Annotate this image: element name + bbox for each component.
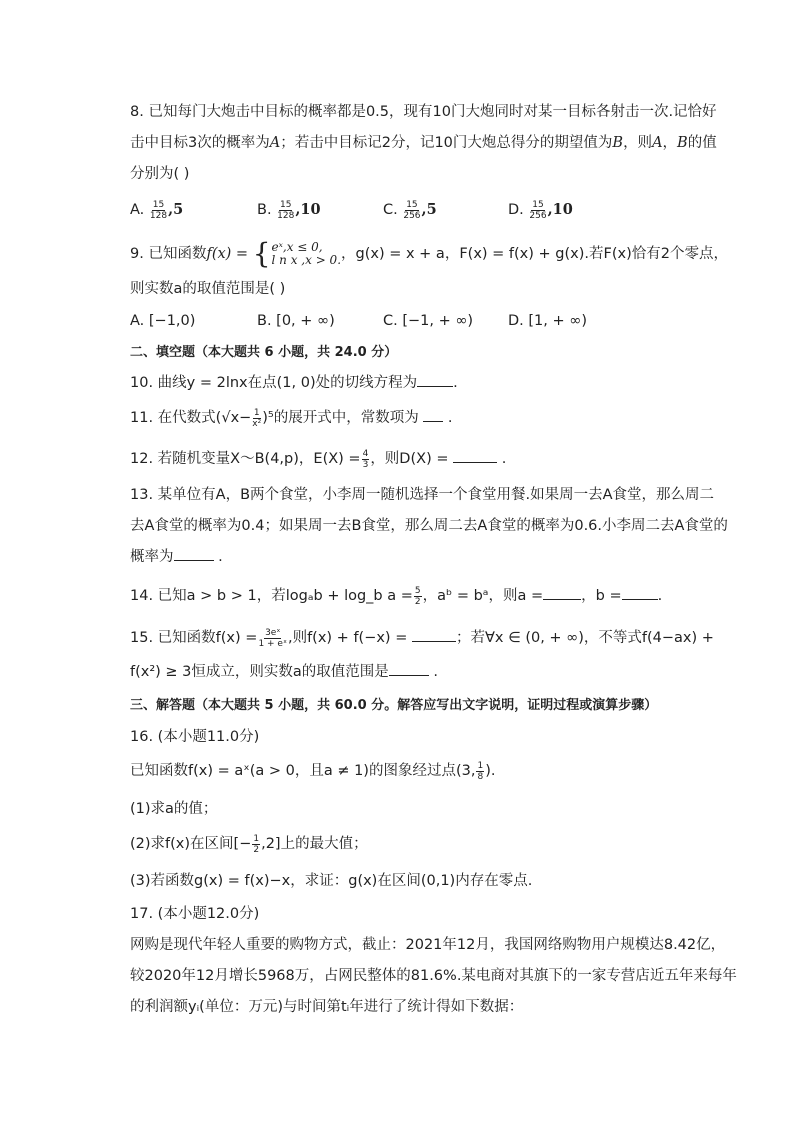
q15-line1: 15. 已知函数f(x) = $\frac{\text{3eˣ}}{\text{1 + eˣ}}$ ,则f(x) + f(−x) = ；若∀x ∈ (0, + ∞)，不等式f(4−ax) + [130, 627, 714, 649]
q15-line2: f(x²) ≥ 3恒成立，则实数a的取值范围是 . [130, 661, 714, 683]
q17-heading: 17. (本小题12.0分) [130, 906, 260, 922]
q8-option-a[interactable]: A. $\frac{15}{128}$ ,5 [130, 199, 184, 221]
q8-option-b[interactable]: B. $\frac{15}{128}$ ,10 [257, 199, 321, 221]
answer-blank[interactable] [417, 372, 453, 387]
q17-line1: 网购是现代年轻人重要的购物方式，截止：2021年12月，我国网络购物用户规模达8.42亿， [130, 937, 726, 953]
q16-part1: (1)求a的值； [130, 801, 218, 817]
section-3-heading: 三、解答题（本大题共 5 小题，共 60.0 分。解答应写出文字说明，证明过程或演算步骤） [130, 698, 658, 713]
q9-option-b[interactable]: B. [0, + ∞) [257, 313, 335, 329]
q13-line3: 概率为 . [130, 546, 714, 568]
q13-line2: 去A食堂的概率为0.4；如果周一去B食堂，那么周二去A食堂的概率为0.6.小李周二去A食堂的 [130, 518, 728, 534]
answer-blank[interactable] [423, 407, 443, 422]
q8-line3: 分别为( ) [130, 166, 190, 182]
q9-line2: 则实数a的取值范围是( ) [130, 281, 286, 297]
answer-blank[interactable] [412, 627, 456, 642]
answer-blank[interactable] [453, 448, 497, 463]
q12: 12. 若随机变量X～B(4,p)，E(X) = $\frac{4}{3}$ ，则D(X) = . [130, 448, 507, 470]
q17-line2: 较2020年12月增长5968万，占网民整体的81.6%.某电商对其旗下的一家专营店近五年来每年 [130, 968, 737, 984]
answer-blank[interactable] [174, 546, 214, 561]
q10: 10. 曲线y = 2lnx在点(1, 0)处的切线方程为 . [130, 372, 714, 394]
q9-line1: 9. 已知函数f(x) = { eˣ,x ≤ 0, l n x ,x > 0. ，g(x) = x + a，F(x) = f(x) + g(x).若F(x)恰有2个零点， [130, 237, 728, 270]
q8-line1: 8. 已知每门大炮击中目标的概率都是0.5，现有10门大炮同时对某一目标各射击一次.记恰好 [130, 104, 717, 120]
q14: 14. 已知a > b > 1，若logₐb + log_b a = $\frac{5}{2}$ ，aᵇ = bᵃ，则a = ，b = . [130, 585, 663, 607]
q17-line3: 的利润额yᵢ(单位：万元)与时间第tᵢ年进行了统计得如下数据： [130, 999, 524, 1015]
section-2-heading: 二、填空题（本大题共 6 小题，共 24.0 分） [130, 345, 398, 360]
fraction: $\frac{15}{128}$ [277, 199, 295, 221]
q9-option-d[interactable]: D. [1, + ∞) [508, 313, 587, 329]
fraction: $\frac{15}{128}$ [149, 199, 168, 221]
q9-option-c[interactable]: C. [−1, + ∞) [383, 313, 474, 329]
q8-option-c[interactable]: C. $\frac{15}{256}$ ,5 [383, 199, 437, 221]
q11: 11. 在代数式(√x− $\frac{1}{\text{x²}}$ )⁵的展开式中，常数项为 . [130, 407, 453, 429]
answer-blank[interactable] [389, 661, 429, 676]
q8-line2: 击中目标3次的概率为A；若击中目标记2分，记10门大炮总得分的期望值为B，则A，B的值 [130, 135, 717, 151]
fraction: $\frac{15}{256}$ [529, 199, 547, 221]
q16-part3: (3)若函数g(x) = f(x)−x，求证：g(x)在区间(0,1)内存在零点. [130, 873, 533, 889]
answer-blank-b[interactable] [622, 585, 658, 600]
q9-option-a[interactable]: A. [−1,0) [130, 313, 196, 329]
q13-line1: 13. 某单位有A，B两个食堂，小李周一随机选择一个食堂用餐.如果周一去A食堂，那么周二 [130, 487, 715, 503]
q16-stem: 已知函数f(x) = aˣ(a > 0，且a ≠ 1)的图象经过点(3, $\frac{1}{8}$ ). [130, 760, 496, 782]
q16-heading: 16. (本小题11.0分) [130, 729, 260, 745]
q8-option-d[interactable]: D. $\frac{15}{256}$ ,10 [508, 199, 573, 221]
piecewise-function: { eˣ,x ≤ 0, l n x ,x > 0. [252, 237, 342, 270]
q16-part2: (2)求f(x)在区间[− $\frac{1}{2}$ ,2]上的最大值； [130, 833, 368, 855]
answer-blank-a[interactable] [543, 585, 581, 600]
fraction: $\frac{15}{256}$ [403, 199, 421, 221]
